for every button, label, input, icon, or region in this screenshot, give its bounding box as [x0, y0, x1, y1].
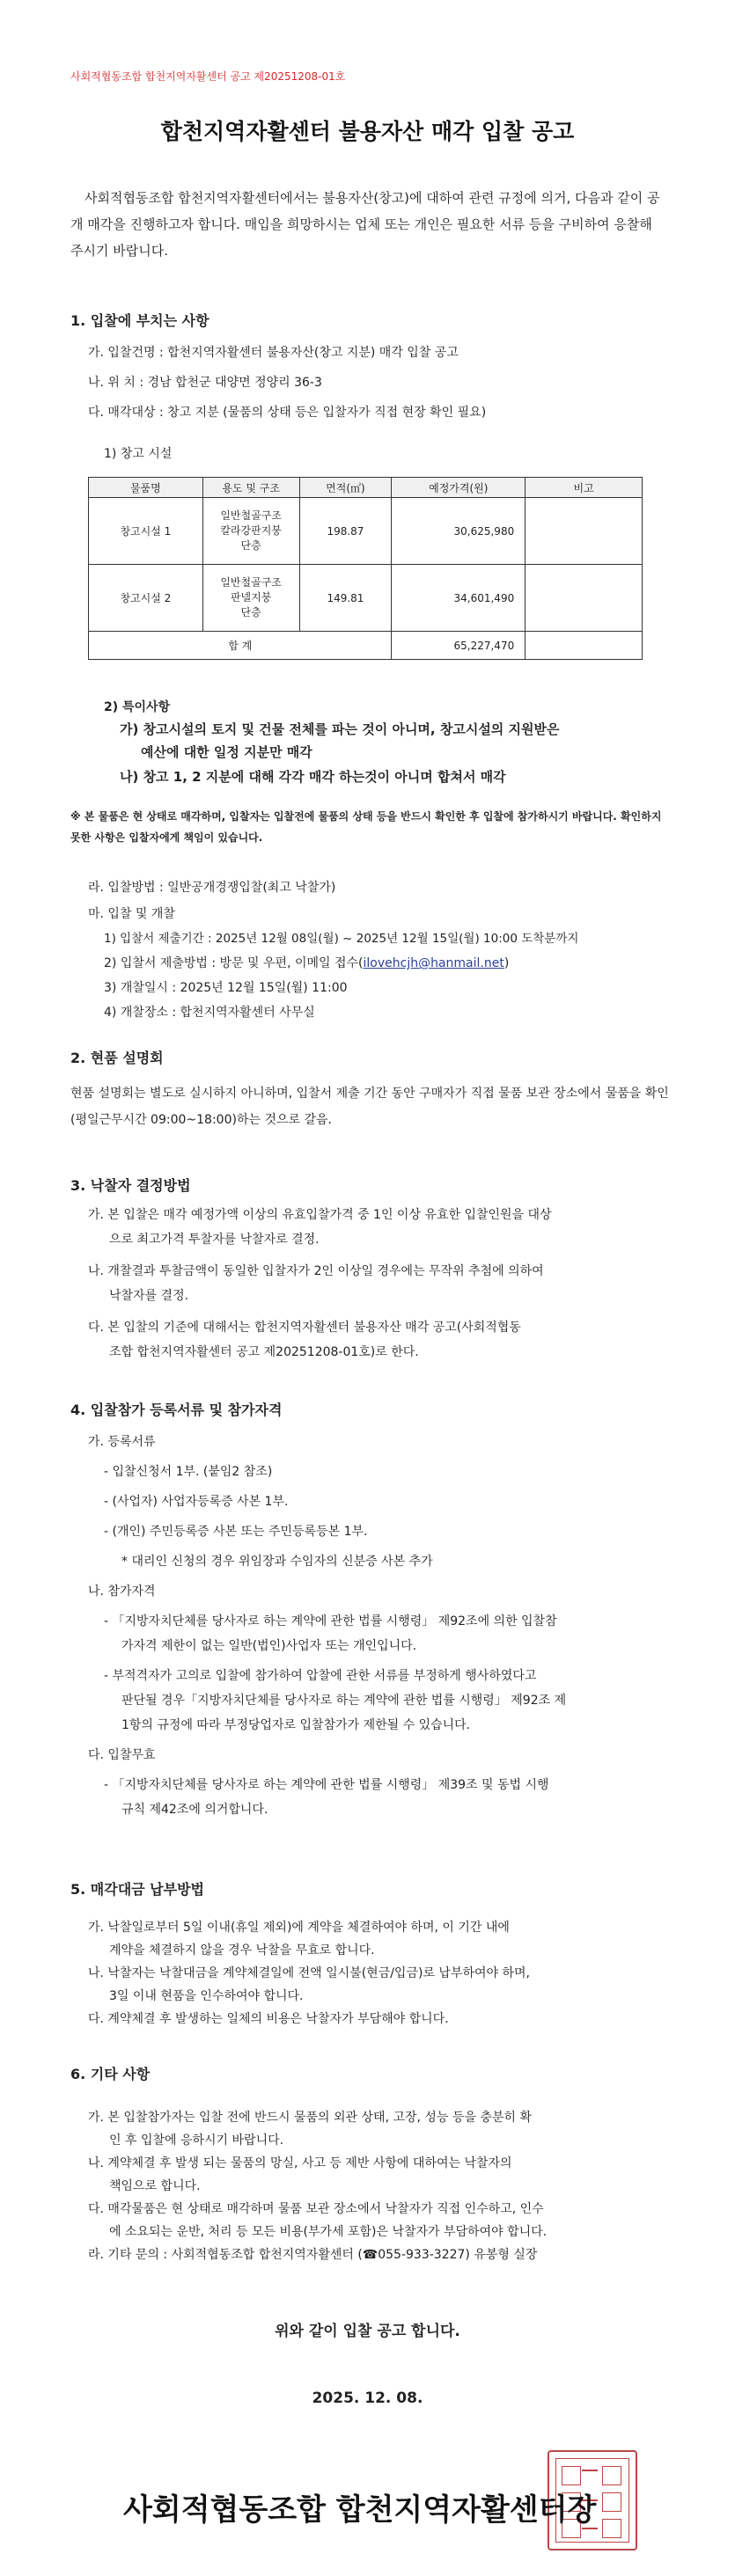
s4-na-item2-line2: 판단될 경우「지방자치단체를 당사자로 하는 계약에 관한 법률 시행령」 제92조 제: [121, 1694, 567, 1708]
table-total-label: 합 계: [89, 632, 392, 660]
s4-ga: 가. 등록서류: [88, 1435, 156, 1449]
special-na: 나) 창고 1, 2 지분에 대해 각각 매각 하는것이 아니며 합쳐서 매각: [120, 769, 506, 785]
document-number: 사회적협동조합 합천지역자활센터 공고 제20251208-01호: [70, 70, 346, 83]
table-cell-line: 일반철골구조: [220, 576, 282, 589]
table-header: 비고: [526, 478, 643, 498]
s4-da: 다. 입찰무효: [88, 1748, 156, 1762]
section-5-heading: 5. 매각대금 납부방법: [70, 1881, 204, 1898]
table-header: 면적(㎡): [299, 478, 392, 498]
bid-submission-close: ): [503, 956, 510, 970]
section-6-heading: 6. 기타 사항: [70, 2066, 151, 2082]
table-cell-line: 판넬지붕: [230, 591, 272, 604]
s5-na-line2: 3일 이내 현품을 인수하여야 합니다.: [109, 1989, 304, 2003]
section-2-heading: 2. 현품 설명회: [70, 1050, 164, 1066]
item-na-location: 나. 위 치 : 경남 합천군 대양면 정양리 36-3: [88, 376, 322, 390]
table-cell: [526, 565, 643, 632]
warehouse-table: [88, 477, 643, 660]
section-2-text: 현품 설명회는 별도로 실시하지 아니하며, 입찰서 제출 기간 동안 구매자가 직접 물품 보관 장소에서 물품을 확인(평일근무시간 09:00~18:00)하는 것으로 갈음.: [70, 1087, 669, 1127]
table-cell: [202, 565, 299, 632]
closing-statement: 위와 같이 입찰 공고 합니다.: [275, 2323, 460, 2340]
table-cell-line: 단층: [240, 606, 261, 618]
s6-ga-line1: 가. 본 입찰참가자는 입찰 전에 반드시 물품의 외관 상태, 고장, 성능 등을 충분히 확: [88, 2111, 532, 2125]
s6-da-line2: 에 소요되는 운반, 처리 등 모든 비용(부가세 포함)은 낙찰자가 부담하여야 합니다.: [109, 2225, 548, 2239]
s4-na-item2-line3: 1항의 규정에 따라 부정당업자로 입찰참가가 제한될 수 있습니다.: [121, 1718, 471, 1732]
s4-na-item1-line2: 가자격 제한이 없는 일반(법인)사업자 또는 개인입니다.: [121, 1639, 417, 1653]
section-1-heading: 1. 입찰에 부치는 사항: [70, 312, 209, 329]
subsection-warehouse: 1) 창고 시설: [104, 447, 173, 461]
table-row: [89, 565, 643, 632]
s4-ga-item2: - (사업자) 사업자등록증 사본 1부.: [104, 1495, 289, 1509]
table-cell-line: 일반철골구조: [220, 509, 282, 522]
table-cell: [202, 498, 299, 565]
s6-da-line1: 다. 매각물품은 현 상태로 매각하며 물품 보관 장소에서 낙찰자가 직접 인수하고, 인수: [88, 2202, 544, 2216]
item-da-target: 다. 매각대상 : 창고 지분 (물품의 상태 등은 입찰자가 직접 현장 확인 필요): [88, 406, 487, 420]
table-header: 예정가격(원): [392, 478, 526, 498]
s5-na-line1: 나. 낙찰자는 낙찰대금을 계약체결일에 전액 일시불(현금/입금)로 납부하여야 하며,: [88, 1966, 530, 1980]
s3-na-line2: 낙찰자를 결정.: [109, 1289, 189, 1303]
item-ma-bidding: 마. 입찰 및 개찰: [88, 907, 175, 921]
s4-ga-item3: - (개인) 주민등록증 사본 또는 주민등록등본 1부.: [104, 1525, 368, 1539]
table-cell: 30,625,980: [392, 498, 526, 565]
table-header: 용도 및 구조: [202, 478, 299, 498]
table-cell-line: 칼라강판지붕: [220, 524, 282, 537]
table-cell-line: 단층: [240, 539, 261, 552]
table-cell: 34,601,490: [392, 565, 526, 632]
table-total-price: 65,227,470: [392, 632, 526, 660]
page-title: 합천지역자활센터 불용자산 매각 입찰 공고: [160, 119, 575, 144]
bid-submission: [104, 954, 509, 973]
s6-ga-line2: 인 후 입찰에 응하시기 바랍니다.: [109, 2133, 284, 2148]
notice-date: 2025. 12. 08.: [312, 2389, 423, 2407]
s3-da-line1: 다. 본 입찰의 기준에 대해서는 합천지역자활센터 불용자산 매각 공고(사회적협동: [88, 1321, 521, 1335]
s3-ga-line1: 가. 본 입찰은 매각 예정가액 이상의 유효입찰가격 중 1인 이상 유효한 입찰인원을 대상: [88, 1208, 552, 1222]
s4-na-item1-line1: - 「지방자치단체를 당사자로 하는 계약에 관한 법률 시행령」 제92조에 의한 입찰참: [104, 1614, 557, 1628]
table-cell: 149.81: [299, 565, 392, 632]
table-cell: 창고시설 2: [89, 565, 203, 632]
email-link[interactable]: ilovehcjh@hanmail.net: [363, 956, 504, 970]
table-cell: 창고시설 1: [89, 498, 203, 565]
intro-paragraph: 사회적협동조합 합천지역자활센터에서는 불용자산(창고)에 대하여 관련 규정에 의거, 다음과 같이 공개 매각을 진행하고자 합니다. 매입을 희망하시는 업체 또는 개인은 필요한 서류 등을 구비하여 응찰해 주시기 바랍니다.: [70, 190, 660, 259]
table-row: [89, 498, 643, 565]
table-cell: [526, 498, 643, 565]
opening-datetime: 3) 개찰일시 : 2025년 12월 15일(월) 11:00: [104, 981, 348, 995]
item-ga-title: 가. 입찰건명 : 합천지역자활센터 불용자산(창고 지분) 매각 입찰 공고: [88, 346, 459, 360]
s3-ga-line2: 으로 최고가격 투찰자를 낙찰자로 결정.: [109, 1233, 320, 1247]
s4-da-item1-line2: 규칙 제42조에 의거합니다.: [121, 1803, 268, 1817]
s5-ga-line2: 계약을 체결하지 않을 경우 낙찰을 무효로 합니다.: [109, 1943, 375, 1958]
s5-ga-line1: 가. 낙찰일로부터 5일 이내(휴일 제외)에 계약을 체결하여야 하며, 이 기간 내에: [88, 1921, 510, 1935]
s4-na-item2-line1: - 부적격자가 고의로 입찰에 참가하여 압찰에 관한 서류를 부정하게 행사하였다고: [104, 1669, 537, 1683]
s3-na-line1: 나. 개찰결과 투찰금액이 동일한 입찰자가 2인 이상일 경우에는 무작위 추첨에 의하여: [88, 1264, 544, 1278]
table-cell: [526, 632, 643, 660]
s6-na-line2: 책임으로 합니다.: [109, 2179, 201, 2193]
organization-signature: 사회적협동조합 합천지역자활센터장: [123, 2492, 597, 2528]
special-ga-line1: 가) 창고시설의 토지 및 건물 전체를 파는 것이 아니며, 창고시설의 지원받은: [120, 721, 560, 737]
s5-da: 다. 계약체결 후 발생하는 일체의 비용은 낙찰자가 부담해야 합니다.: [88, 2012, 449, 2026]
section-3-heading: 3. 낙찰자 결정방법: [70, 1177, 191, 1194]
bid-submission-text: 2) 입찰서 제출방법 : 방문 및 우편, 이메일 접수(: [104, 956, 364, 970]
s6-na-line1: 나. 계약체결 후 발생 되는 물품의 망실, 사고 등 제반 사항에 대하여는 낙찰자의: [88, 2156, 512, 2170]
s4-ga-item1: - 입찰신청서 1부. (붙임2 참조): [104, 1465, 273, 1479]
table-header-row: [89, 478, 643, 498]
special-ga-line2: 예산에 대한 일정 지분만 매각: [141, 744, 312, 760]
s4-da-item1-line1: - 「지방자치단체를 당사자로 하는 계약에 관한 법률 시행령」 제39조 및 동법 시행: [104, 1778, 549, 1792]
item-ra-method: 라. 입찰방법 : 일반공개경쟁입찰(최고 낙찰가): [88, 881, 336, 895]
s4-na: 나. 참가자격: [88, 1584, 156, 1599]
table-total-row: [89, 632, 643, 660]
bid-period: 1) 입찰서 제출기간 : 2025년 12월 08일(월) ~ 2025년 12월 15일(월) 10:00 도착분까지: [104, 932, 579, 946]
subsection-special: 2) 특이사항: [104, 700, 171, 714]
section-4-heading: 4. 입찰참가 등록서류 및 참가자격: [70, 1401, 283, 1418]
s4-ga-item4: * 대리인 신청의 경우 위임장과 수임자의 신분증 사본 추가: [121, 1555, 433, 1569]
warning-note: ※ 본 물품은 현 상태로 매각하며, 입찰자는 입찰전에 물품의 상태 등을 반드시 확인한 후 입찰에 참가하시기 바랍니다. 확인하지 못한 사항은 입찰자에게 책임이 있습니다.: [70, 810, 662, 844]
table-header: 물품명: [89, 478, 203, 498]
s6-ra-contact: 라. 기타 문의 : 사회적협동조합 합천지역자활센터 (☎055-933-3227) 유봉형 실장: [88, 2248, 538, 2262]
opening-place: 4) 개찰장소 : 합천지역자활센터 사무실: [104, 1006, 315, 1020]
table-cell: 198.87: [299, 498, 392, 565]
s3-da-line2: 조합 합천지역자활센터 공고 제20251208-01호)로 한다.: [109, 1345, 419, 1359]
